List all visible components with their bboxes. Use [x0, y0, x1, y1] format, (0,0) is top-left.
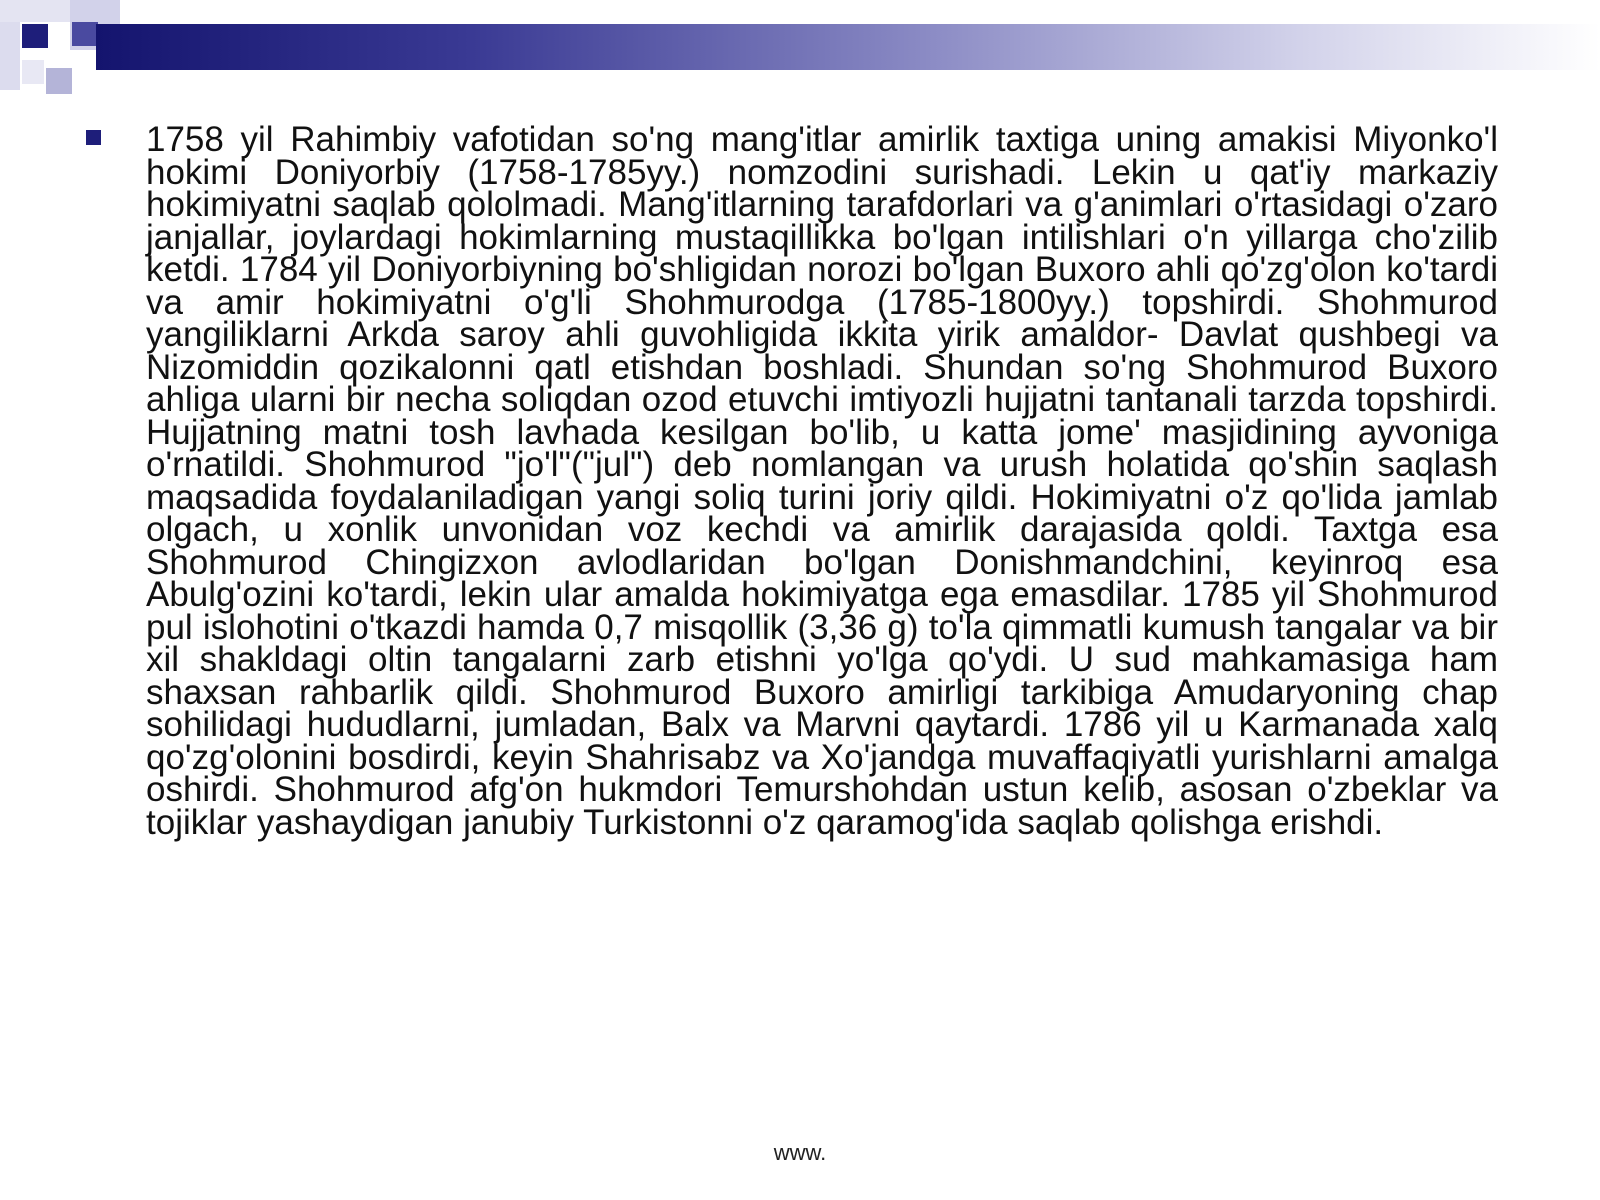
decor-square [46, 68, 72, 94]
header-gradient-banner [96, 24, 1600, 70]
decor-square-mid [72, 22, 98, 46]
square-bullet-icon [86, 130, 101, 145]
decor-square-dark [22, 24, 48, 48]
body-paragraph: 1758 yil Rahimbiy vafotidan so'ng mang'itlar amirlik taxtiga uning amakisi Miyonko'l hokimi Doniyorbiy (1758-1785yy.) nomzodini surishadi. Lekin u qat'iy markaziy hokimiyatni saqlab qololmadi. Mang'itlarning tarafdorlari va g'animlari o'rtasidagi o'zaro janjallar, joylardagi hokimlarning mustaqillikka bo'lgan intilishlari o'n yillarga cho'zilib ketdi. 1784 yil Doniyorbiyning bo'shligidan norozi bo'lgan Buxoro ahli qo'zg'olon ko'tardi va amir hokimiyatni o'g'li Shohmurodga (1785-1800yy.) topshirdi. Shohmurod yangiliklarni Arkda saroy ahli guvohligida ikkita yirik amaldor- Davlat qushbegi va Nizomiddin qozikalonni qatl etishdan boshladi. Shundan so'ng Shohmurod Buxoro ahliga ularni bir necha soliqdan ozod etuvchi imtiyozli hujjatni tantanali tarzda topshirdi. Hujjatning matni tosh lavhada kesilgan bo'lib, u katta jome' masjidining ayvoniga o'rnatildi. Shohmurod "jo'l"("jul") deb nomlangan va urush holatida qo'shin saqlash maqsadida foydalaniladigan yangi soliq turini joriy qildi. Hokimiyatni o'z qo'lida jamlab olgach, u xonlik unvonidan voz kechdi va amirlik darajasida qoldi. Taxtga esa Shohmurod Chingizxon avlodlaridan bo'lgan Donishmandchini, keyinroq esa Abulg'ozini ko'tardi, lekin ular amalda hokimiyatga ega emasdilar. 1785 yil Shohmurod pul islohotini o'tkazdi hamda 0,7 misqollik (3,36 g) to'la qimmatli kumush tangalar va bir xil shakldagi oltin tangalarni zarb etishni yo'lga qo'ydi. U sud mahkamasiga ham shaxsan rahbarlik qildi. Shohmurod Buxoro amirligi tarkibiga Amudaryoning chap sohilidagi hududlarni, jumladan, Balx va Marvni qaytardi. 1786 yil u Karmanada xalq qo'zg'olonini bosdirdi, keyin Shahrisabz va Xo'jandga muvaffaqiyatli yurishlarni amalga oshirdi. Shohmurod afg'on hukmdori Temurshohdan ustun kelib, asosan o'zbeklar va tojiklar yashaydigan janubiy Turkistonni o'z qaramog'ida saqlab qolishga erishdi. [146, 120, 1498, 842]
footer-text: www. [773, 1140, 827, 1165]
decor-square [22, 60, 44, 84]
